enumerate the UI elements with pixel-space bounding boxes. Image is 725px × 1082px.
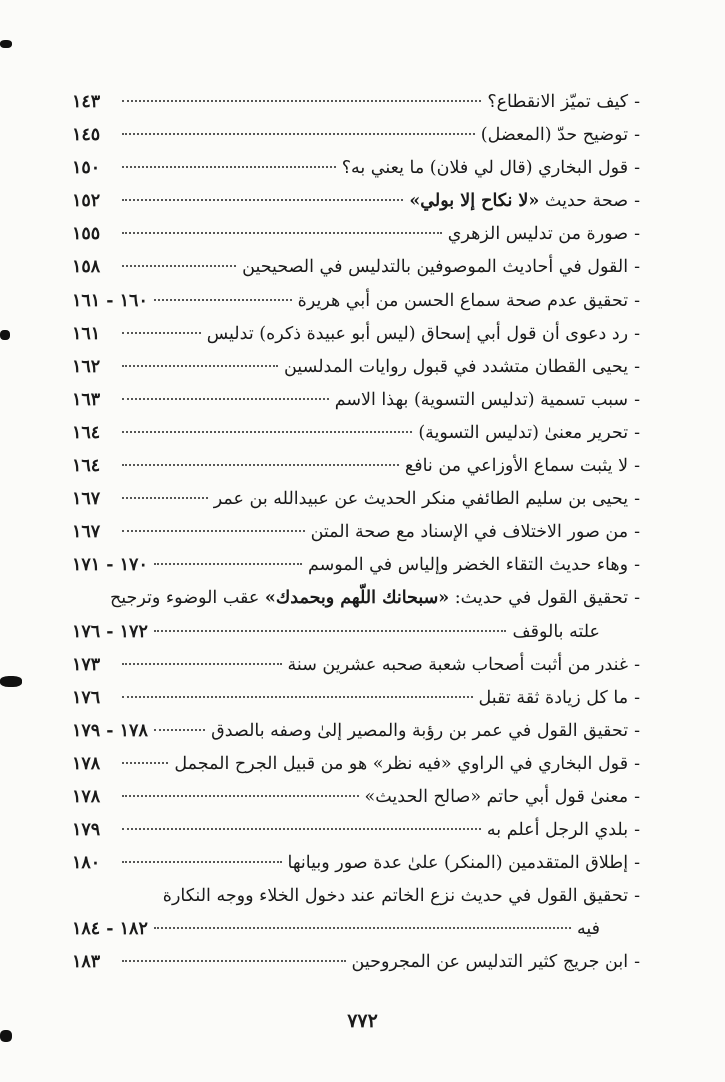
scan-mark xyxy=(0,330,10,340)
toc-entry: - تحقيق عدم صحة سماع الحسن من أبي هريرة ١٦٠ - ١٦١ xyxy=(72,290,640,311)
toc-entry: - تحقيق القول في عمر بن رؤبة والمصير إلىٰ وصفه بالصدق ١٧٨ - ١٧٩ xyxy=(72,720,640,741)
toc-entry: - سبب تسمية (تدليس التسوية) بهذا الاسم ١٦٣ xyxy=(72,389,640,410)
scan-mark xyxy=(0,676,22,687)
toc-entry: - قول البخاري (قال لي فلان) ما يعني به؟ ١٥٠ xyxy=(72,158,640,179)
toc-entry: - يحيى القطان متشدد في قبول روايات المدلسين ١٦٢ xyxy=(72,356,640,377)
toc-entry: - معنىٰ قول أبي حاتم «صالح الحديث» ١٧٨ xyxy=(72,786,640,807)
toc-entry: - من صور الاختلاف في الإسناد مع صحة المتن ١٦٧ xyxy=(72,522,640,543)
toc-entry: - كيف تميّز الانقطاع؟ ١٤٣ xyxy=(72,92,640,112)
toc-entry-continuation: علته بالوقف ١٧٢ - ١٧٦ xyxy=(72,621,600,642)
toc-entry: - إطلاق المتقدمين (المنكر) علىٰ عدة صور وبيانها ١٨٠ xyxy=(72,853,640,874)
toc-entry: - القول في أحاديث الموصوفين بالتدليس في الصحيحين ١٥٨ xyxy=(72,257,640,278)
toc-entry: - وهاء حديث التقاء الخضر وإلياس في الموسم ١٧٠ - ١٧١ xyxy=(72,555,640,576)
scan-mark xyxy=(0,40,12,48)
toc-entry: - غندر من أثبت أصحاب شعبة صحبه عشرين سنة ١٧٣ xyxy=(72,654,640,675)
toc-entry: - رد دعوى أن قول أبي إسحاق (ليس أبو عبيدة ذكره) تدليس ١٦١ xyxy=(72,323,640,344)
toc-entry: - صحة حديث «لا نكاح إلا بولي» ١٥٢ xyxy=(72,191,640,212)
table-of-contents xyxy=(72,86,640,980)
page-number: ٧٧٢ xyxy=(347,1010,378,1032)
toc-entry: - لا يثبت سماع الأوزاعي من نافع ١٦٤ xyxy=(72,456,640,477)
toc-entry: - ما كل زيادة ثقة تقبل ١٧٦ xyxy=(72,687,640,708)
toc-entry: - تحرير معنىٰ (تدليس التسوية) ١٦٤ xyxy=(72,422,640,443)
toc-entry: - تحقيق القول في حديث: «سبحانك اللّهم وبحمدك» عقب الوضوء وترجيح xyxy=(109,588,640,609)
toc-entry: - ابن جريج كثير التدليس عن المجروحين ١٨٣ xyxy=(72,952,640,973)
toc-entry: - بلدي الرجل أعلم به ١٧٩ xyxy=(72,820,640,841)
toc-entry: - تحقيق القول في حديث نزع الخاتم عند دخول الخلاء ووجه النكارة xyxy=(162,886,640,907)
toc-entry: - يحيى بن سليم الطائفي منكر الحديث عن عبيدالله بن عمر ١٦٧ xyxy=(72,489,640,510)
toc-entry: - توضيح حدّ (المعضل) ١٤٥ xyxy=(72,125,640,146)
toc-entry: - صورة من تدليس الزهري ١٥٥ xyxy=(72,224,640,245)
toc-entry: - قول البخاري في الراوي «فيه نظر» هو من قبيل الجرح المجمل ١٧٨ xyxy=(72,753,640,774)
toc-entry-continuation: فيه ١٨٢ - ١٨٤ xyxy=(72,919,600,940)
